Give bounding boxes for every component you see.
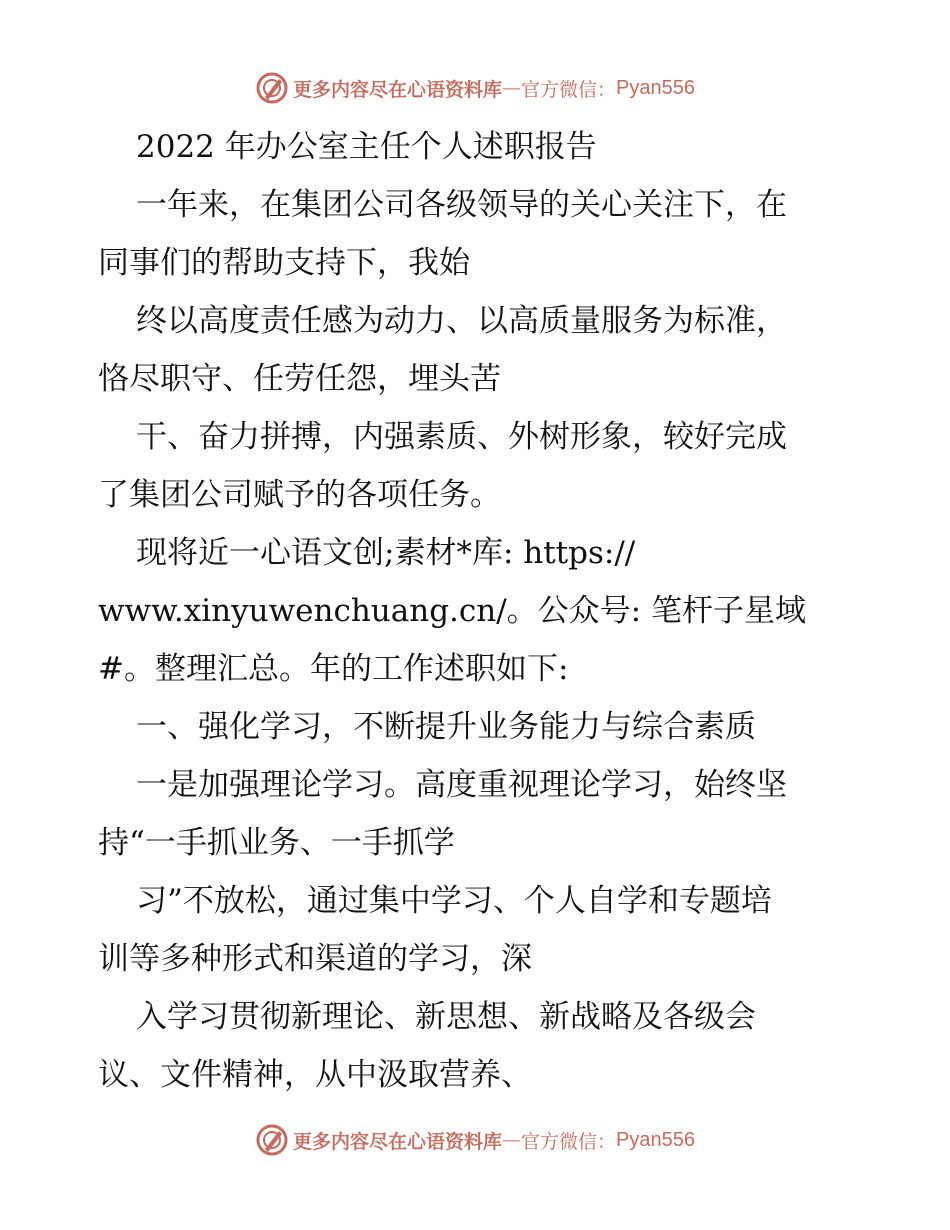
text-line: 一是加强理论学习。高度重视理论学习，始终坚 [136, 767, 787, 803]
watermark-wechat-label: 官方微信： [521, 1130, 617, 1153]
watermark-separator: — [502, 77, 522, 99]
document-title: 2022 年办公室主任个人述职报告 [136, 129, 597, 165]
watermark-text: 更多内容尽在心语资料库 [293, 1130, 503, 1153]
text-line: #。整理汇总。年的工作述职如下: [98, 651, 569, 687]
text-line: 终以高度责任感为动力、以高质量服务为标准， [136, 303, 787, 339]
text-line: 现将近一心语文创;素材*库: https:// [136, 535, 636, 571]
watermark-separator: — [502, 1129, 522, 1151]
pen-logo-icon [255, 1123, 289, 1157]
text-line: 干、奋力拼搏，内强素质、外树形象，较好完成 [136, 419, 787, 455]
text-line: 议、文件精神，从中汲取营养、 [98, 1057, 532, 1093]
watermark-wechat-label: 官方微信： [521, 78, 617, 101]
text-line: 习”不放松，通过集中学习、个人自学和专题培 [136, 883, 772, 919]
watermark-wechat-id: Pyan556 [616, 1128, 695, 1151]
text-line: 恪尽职守、任劳任怨，埋头苦 [98, 361, 501, 397]
text-line: 持“一手抓业务、一手抓学 [98, 825, 455, 861]
text-line: 同事们的帮助支持下，我始 [98, 245, 470, 281]
text-line: 一年来，在集团公司各级领导的关心关注下，在 [136, 187, 787, 223]
section-heading: 一、强化学习，不断提升业务能力与综合素质 [136, 709, 756, 745]
text-line: 入学习贯彻新理论、新思想、新战略及各级会 [136, 999, 756, 1035]
text-line: 了集团公司赋予的各项任务。 [98, 477, 501, 513]
text-line: 训等多种形式和渠道的学习，深 [98, 941, 532, 977]
watermark-text: 更多内容尽在心语资料库 [293, 78, 503, 101]
document-body [98, 118, 858, 1104]
header-watermark [0, 68, 950, 108]
watermark-wechat-id: Pyan556 [616, 76, 695, 99]
text-line: www.xinyuwenchuang.cn/。公众号: 笔杆子星域 [98, 593, 806, 629]
pen-logo-icon [255, 71, 289, 105]
footer-watermark [0, 1120, 950, 1160]
